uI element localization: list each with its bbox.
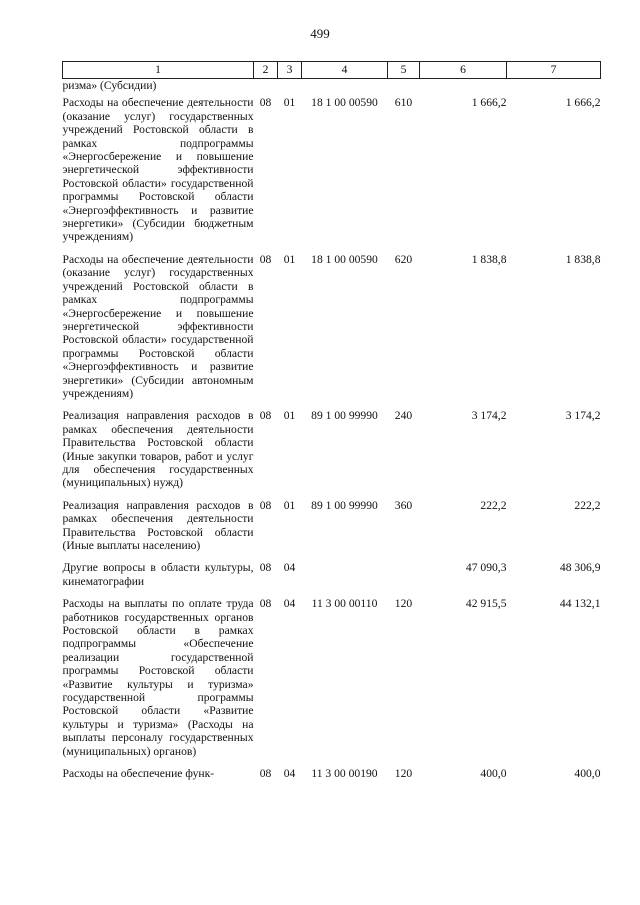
row-target-article: 18 1 00 00590 [311,252,378,266]
row-description: Расходы на обеспечение деятельности (оказание услуг) государственных учреждений Ростовской области в рамках подпрограммы «Энергосбережение и повышение энергетической эффективности Ростовской области» государственной программы Ростовской области «Энергоэффективность и развитие энергетики» (Субсидии автономным учреждениям) [62,252,254,400]
row-section: 08 [259,96,272,110]
table-header [63,62,601,79]
table-row [63,79,601,93]
table-row [63,589,601,759]
table-row [63,553,601,589]
row-expense-type: 610 [394,96,413,110]
row-subsection [278,79,302,93]
table-row [63,245,601,401]
row-amount-2: 222,2 [574,498,601,512]
row-amount-2: 400,0 [574,767,601,781]
row-amount-2: 1 666,2 [565,96,601,110]
row-description: Расходы на обеспечение деятельности (оказание услуг) государственных учреждений Ростовской области в рамках подпрограммы «Энергосбережение и повышение энергетической эффективности Ростовской области» государственной программы Ростовской области «Энергоэффективность и развитие энергетики» (Субсидии бюджетным учреждениям) [62,96,254,244]
row-target-article: 89 1 00 99990 [311,409,378,423]
row-target-article [302,553,388,589]
row-target-article: 89 1 00 99990 [311,498,378,512]
row-amount-2: 48 306,9 [559,561,601,575]
row-amount-1: 42 915,5 [465,597,507,611]
row-subsection: 01 [283,409,296,423]
row-amount-1: 1 666,2 [471,96,507,110]
row-amount-2: 44 132,1 [559,597,601,611]
column-header: 7 [507,62,601,79]
row-amount-2 [507,79,601,93]
row-section: 08 [259,597,272,611]
row-amount-1: 47 090,3 [465,561,507,575]
row-subsection: 01 [283,252,296,266]
table-row [63,92,601,244]
table-row [63,401,601,490]
row-description: Расходы на выплаты по оплате труда работников государственных органов Ростовской области в рамках подпрограммы «Обеспечение реализации государственной программы Ростовской области «Развитие культуры и туризма» государственной программы Ростовской области «Развитие культуры и туризма» (Расходы на выплаты персоналу государственных (муниципальных) органов) [62,597,254,758]
row-description: Расходы на обеспечение функ- [62,767,215,781]
row-description: ризма» (Субсидии) [62,79,157,92]
row-amount-1: 222,2 [480,498,507,512]
row-target-article: 11 3 00 00190 [311,767,378,781]
row-expense-type: 240 [394,409,413,423]
row-section: 08 [259,561,272,575]
row-subsection: 01 [283,498,296,512]
row-amount-1: 3 174,2 [471,409,507,423]
table-row [63,491,601,554]
row-expense-type: 120 [394,597,413,611]
row-subsection: 04 [283,767,296,781]
row-section: 08 [259,409,272,423]
table-row [63,759,601,781]
column-header: 5 [388,62,420,79]
page-number: 499 [310,26,330,41]
row-description: Реализация направления расходов в рамках обеспечения деятельности Правительства Ростовской области (Иные выплаты населению) [62,498,254,552]
row-subsection: 01 [283,96,296,110]
row-description: Реализация направления расходов в рамках обеспечения деятельности Правительства Ростовской области (Иные закупки товаров, работ и услуг для обеспечения государственных (муниципальных) нужд) [62,409,254,490]
column-header: 1 [63,62,254,79]
row-target-article [302,79,388,93]
budget-table [62,61,601,782]
row-amount-2: 3 174,2 [565,409,601,423]
column-header: 2 [254,62,278,79]
row-expense-type [388,553,420,589]
row-subsection: 04 [283,561,296,575]
column-header: 6 [420,62,507,79]
row-section: 08 [259,498,272,512]
column-header: 4 [302,62,388,79]
row-expense-type: 620 [394,252,413,266]
row-target-article: 18 1 00 00590 [311,96,378,110]
row-amount-2: 1 838,8 [565,252,601,266]
row-amount-1: 400,0 [480,767,507,781]
row-subsection: 04 [283,597,296,611]
row-description: Другие вопросы в области культуры, кинематографии [62,561,254,588]
row-amount-1 [420,79,507,93]
row-section [254,79,278,93]
row-expense-type: 120 [394,767,413,781]
row-expense-type: 360 [394,498,413,512]
row-section: 08 [259,252,272,266]
row-amount-1: 1 838,8 [471,252,507,266]
row-target-article: 11 3 00 00110 [311,597,378,611]
row-section: 08 [259,767,272,781]
column-header: 3 [278,62,302,79]
row-expense-type [388,79,420,93]
